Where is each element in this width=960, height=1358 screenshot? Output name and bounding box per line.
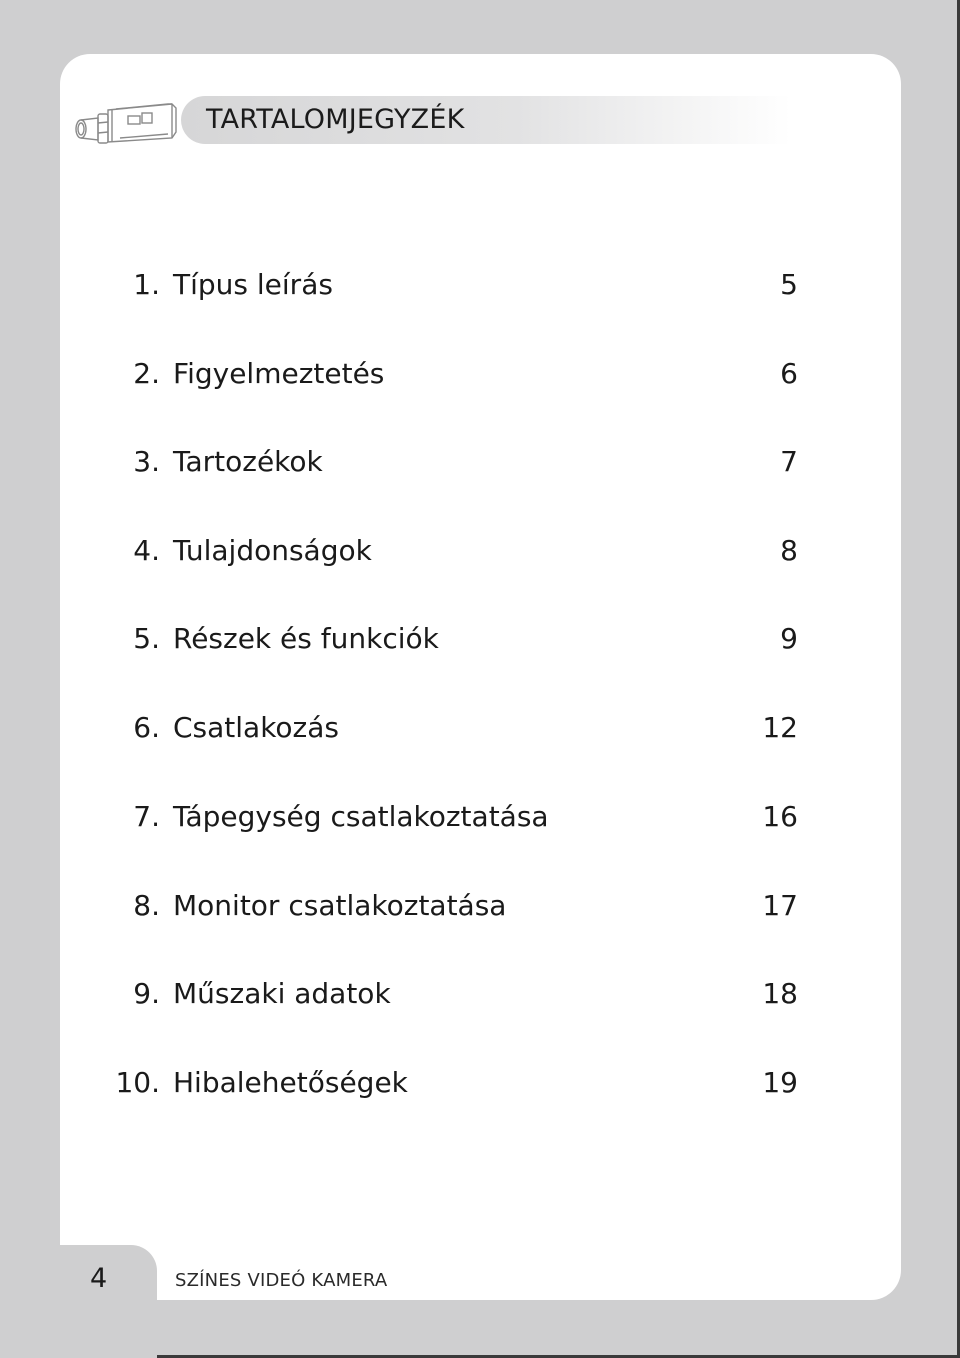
toc-page: 16 (762, 800, 798, 833)
toc-row (0, 354, 960, 394)
toc-page: 9 (780, 622, 798, 655)
toc-label: Csatlakozás (173, 711, 340, 744)
toc-number: 5. (133, 622, 160, 655)
toc-row (0, 442, 960, 482)
toc-row (0, 531, 960, 571)
toc-label: Típus leírás (173, 268, 333, 301)
toc-label: Műszaki adatok (173, 977, 391, 1010)
toc-label: Figyelmeztetés (173, 357, 385, 390)
toc-row (0, 886, 960, 926)
toc-label: Tápegység csatlakoztatása (173, 800, 549, 833)
toc-number: 1. (133, 268, 160, 301)
toc-page: 7 (780, 445, 798, 478)
toc-number: 3. (133, 445, 160, 478)
toc-row (0, 265, 960, 305)
page-title: TARTALOMJEGYZÉK (206, 104, 465, 135)
toc-label: Hibalehetőségek (173, 1066, 408, 1099)
toc-row (0, 797, 960, 837)
toc-page: 8 (780, 534, 798, 567)
toc-page: 19 (762, 1066, 798, 1099)
toc-page: 12 (762, 711, 798, 744)
toc-row (0, 1063, 960, 1103)
toc-number: 4. (133, 534, 160, 567)
toc-row (0, 708, 960, 748)
toc-page: 18 (762, 977, 798, 1010)
toc-number: 9. (133, 977, 160, 1010)
toc-page: 5 (780, 268, 798, 301)
toc-label: Részek és funkciók (173, 622, 439, 655)
toc-page: 6 (780, 357, 798, 390)
page-number: 4 (90, 1263, 108, 1294)
toc-number: 2. (133, 357, 160, 390)
toc-number: 10. (115, 1066, 160, 1099)
toc-label: Tulajdonságok (173, 534, 372, 567)
toc-label: Monitor csatlakoztatása (173, 889, 507, 922)
toc-row (0, 619, 960, 659)
toc-page: 17 (762, 889, 798, 922)
toc-row (0, 974, 960, 1014)
toc-label: Tartozékok (173, 445, 323, 478)
toc-number: 8. (133, 889, 160, 922)
toc-number: 6. (133, 711, 160, 744)
footer-title: SZÍNES VIDEÓ KAMERA (175, 1270, 388, 1291)
toc-number: 7. (133, 800, 160, 833)
